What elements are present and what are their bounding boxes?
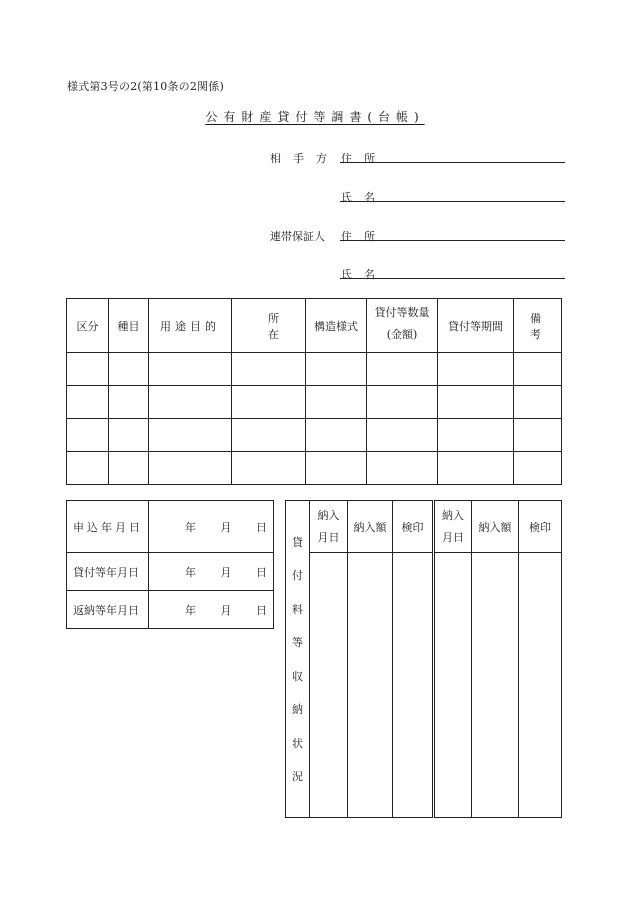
property-table [66,298,562,485]
lease-date-label: 貸付等年月日 [67,553,149,591]
guarantor-name-line [340,278,565,279]
partner-label: 相手方 [270,152,339,165]
date-header-bottom: 月日 [442,530,464,544]
application-date-value[interactable] [149,501,274,553]
header-location: 所在 [232,299,306,353]
payment-body-row [286,553,562,818]
table-cell[interactable] [514,452,562,485]
partner-address-line [340,162,565,163]
side-char: 等 [292,636,303,650]
side-char: 状 [292,736,303,750]
table-cell[interactable] [438,353,514,386]
table-cell[interactable] [67,386,109,419]
month-label: 月 [220,520,232,534]
table-cell[interactable] [438,419,514,452]
header-structure: 構造様式 [306,299,367,353]
guarantor-name-label: 氏名 [341,268,387,281]
side-char: 貸 [292,536,303,549]
header-quantity-sub: (金額) [386,327,418,341]
table-cell[interactable] [149,452,232,485]
table-cell[interactable] [232,386,306,419]
year-label: 年 [185,603,196,617]
payment-status-table [285,500,562,818]
return-date-label: 返納等年月日 [67,591,149,629]
table-cell[interactable] [67,452,109,485]
title-text: 公有財産貸付等調書(台帳) [205,110,425,124]
day-label: 日 [256,565,267,579]
table-cell[interactable] [514,386,562,419]
payment-amount-header-1: 納入額 [348,501,393,553]
month-label: 月 [220,603,232,617]
table-row [67,386,562,419]
partner-name-label: 氏名 [341,191,387,204]
header-purpose: 用途目的 [149,299,232,353]
date-row-application [67,501,274,553]
table-cell[interactable] [149,419,232,452]
guarantor-address-label: 住所 [341,230,387,243]
guarantor-label: 連帯保証人 [270,230,325,243]
month-label: 月 [220,565,232,579]
application-date-label: 申込年月日 [67,501,149,553]
payment-side-label [286,501,310,818]
header-remarks: 備考 [514,299,562,353]
day-label: 日 [256,603,267,617]
header-period: 貸付等期間 [438,299,514,353]
side-char: 収 [292,669,303,683]
table-cell[interactable] [306,419,367,452]
table-cell[interactable] [109,419,149,452]
year-label: 年 [185,565,196,579]
return-date-value[interactable] [149,591,274,629]
table-cell[interactable] [67,353,109,386]
payment-date-cell-1[interactable] [310,553,348,818]
header-quantity-label: 貸付等数量 [374,305,430,319]
table-cell[interactable] [514,353,562,386]
table-row [67,452,562,485]
payment-stamp-header-2: 検印 [519,501,562,553]
payment-amount-cell-1[interactable] [348,553,393,818]
guarantor-address-line [340,240,565,241]
side-char: 付 [292,569,303,583]
lease-date-value[interactable] [149,553,274,591]
payment-header-row [286,501,562,553]
payment-stamp-cell-2[interactable] [519,553,562,818]
partner-name-line [340,201,565,202]
payment-date-header-1 [310,501,348,553]
payment-amount-header-2: 納入額 [472,501,519,553]
side-char: 納 [292,703,303,717]
table-cell[interactable] [109,353,149,386]
table-cell[interactable] [367,452,438,485]
side-char: 況 [292,769,303,783]
day-label: 日 [256,520,267,534]
table-cell[interactable] [438,386,514,419]
table-cell[interactable] [438,452,514,485]
side-char: 料 [292,602,303,616]
date-header-bottom: 月日 [317,530,340,544]
header-category: 区分 [67,299,109,353]
table-cell[interactable] [149,386,232,419]
table-cell[interactable] [306,452,367,485]
table-cell[interactable] [367,419,438,452]
payment-stamp-cell-1[interactable] [393,553,434,818]
header-item: 種目 [109,299,149,353]
payment-date-cell-2[interactable] [434,553,472,818]
table-row [67,353,562,386]
date-row-return [67,591,274,629]
table-cell[interactable] [109,452,149,485]
table-cell[interactable] [67,419,109,452]
table-cell[interactable] [306,353,367,386]
date-row-lease [67,553,274,591]
date-header-top: 納入 [317,508,340,522]
table-cell[interactable] [367,353,438,386]
payment-date-header-2 [434,501,472,553]
table-cell[interactable] [149,353,232,386]
form-number: 様式第3号の2(第10条の2関係) [67,80,224,93]
dates-table [66,500,274,629]
year-label: 年 [185,520,196,534]
header-quantity [367,299,438,353]
table-row [67,419,562,452]
table-cell[interactable] [514,419,562,452]
table-cell[interactable] [367,386,438,419]
table-header-row [67,299,562,353]
partner-address-label: 住所 [341,152,387,165]
payment-stamp-header-1: 検印 [393,501,434,553]
table-cell[interactable] [232,353,306,386]
date-header-top: 納入 [442,508,464,522]
table-cell[interactable] [232,452,306,485]
table-cell[interactable] [306,386,367,419]
table-cell[interactable] [109,386,149,419]
table-cell[interactable] [232,419,306,452]
document-title [0,108,630,125]
payment-amount-cell-2[interactable] [472,553,519,818]
